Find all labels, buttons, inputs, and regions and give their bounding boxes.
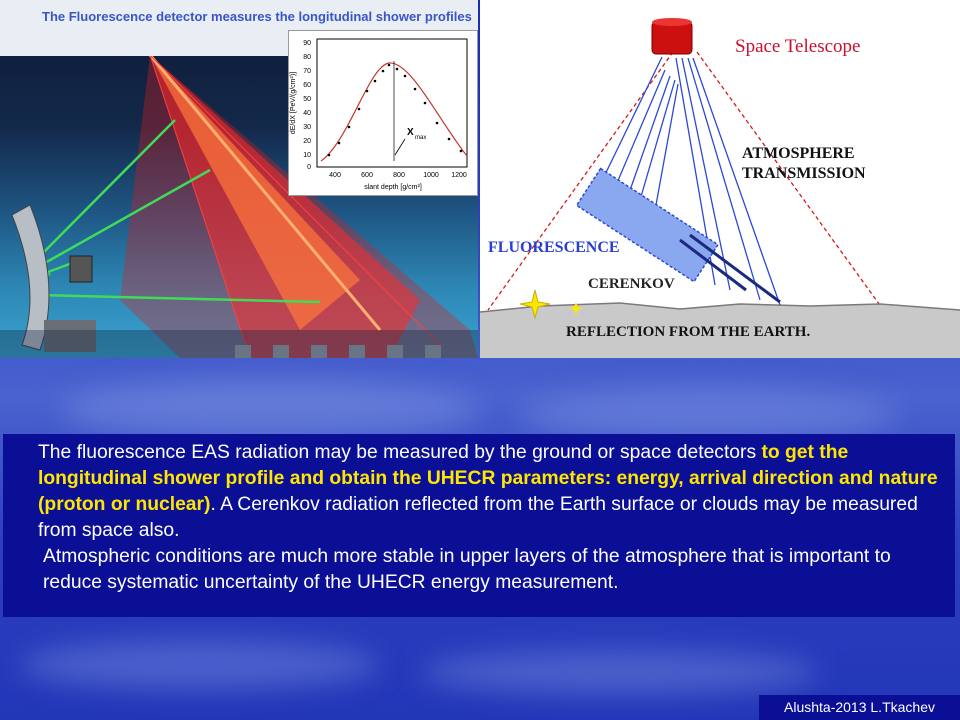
text-segment: The fluorescence EAS radiation may be measured by the ground or space detectors <box>38 442 762 463</box>
transmission-line: TRANSMISSION <box>742 165 866 182</box>
y-tick: 70 <box>303 68 311 75</box>
ground-strip <box>0 330 478 358</box>
x-tick: 1200 <box>451 172 467 179</box>
highlighted-text: to get the longitudinal shower profile and obtain the UHECR parameters: energy, arrival direction and nature (proton or nuclear) <box>38 442 938 515</box>
text-segment: . A Cerenkov radiation reflected from the Earth surface or clouds may be measured from space also. <box>38 494 918 541</box>
x-tick: 1000 <box>423 172 439 179</box>
x-tick: 600 <box>361 172 373 179</box>
y-tick: 20 <box>303 138 311 145</box>
x-tick: 400 <box>329 172 341 179</box>
paragraph-fluorescence <box>13 440 945 544</box>
space-telescope-illustration <box>480 0 960 358</box>
x-tick: 800 <box>393 172 405 179</box>
cerenkov-label: CERENKOV <box>588 276 675 292</box>
x-axis-label: slant depth [g/cm²] <box>364 184 422 191</box>
space-telescope-icon <box>652 22 692 54</box>
y-tick: 0 <box>307 164 311 171</box>
y-tick: 30 <box>303 124 311 131</box>
y-tick: 60 <box>303 82 311 89</box>
space-telescope-diagram <box>480 0 960 358</box>
y-tick: 50 <box>303 96 311 103</box>
xmax-label: X <box>407 127 414 138</box>
xmax-arrow <box>395 139 405 155</box>
reflection-label: REFLECTION FROM THE EARTH. <box>566 324 811 340</box>
y-tick: 40 <box>303 110 311 117</box>
fluorescence-label: FLUORESCENCE <box>488 239 620 256</box>
background-cloud <box>60 380 480 440</box>
y-tick: 10 <box>303 152 311 159</box>
background-cloud <box>520 390 900 440</box>
y-tick: 80 <box>303 54 311 61</box>
paragraph-atmosphere: Atmospheric conditions are much more stable in upper layers of the atmosphere that is important to reduce systematic uncertainty of the UHECR energy measurement. <box>43 546 891 593</box>
fluorescence-detector-image <box>0 0 478 358</box>
footer-credit: Alushta-2013 L.Tkachev <box>759 695 960 720</box>
space-telescope-label: Space Telescope <box>735 36 861 57</box>
y-axis-label: dE/dX [PeV/(g/cm²)] <box>290 71 297 135</box>
shower-profile-chart <box>289 31 478 197</box>
background-cloud <box>420 650 820 695</box>
description-text-box <box>3 434 955 617</box>
xmax-subscript: max <box>415 135 427 141</box>
shower-profile-plot <box>288 30 478 196</box>
y-tick: 90 <box>303 40 311 47</box>
background-cloud <box>20 640 380 690</box>
left-image-title: The Fluorescence detector measures the longitudinal shower profiles <box>42 9 472 24</box>
atmosphere-line: ATMOSPHERE <box>742 145 855 162</box>
atmosphere-transmission-label <box>742 144 866 184</box>
